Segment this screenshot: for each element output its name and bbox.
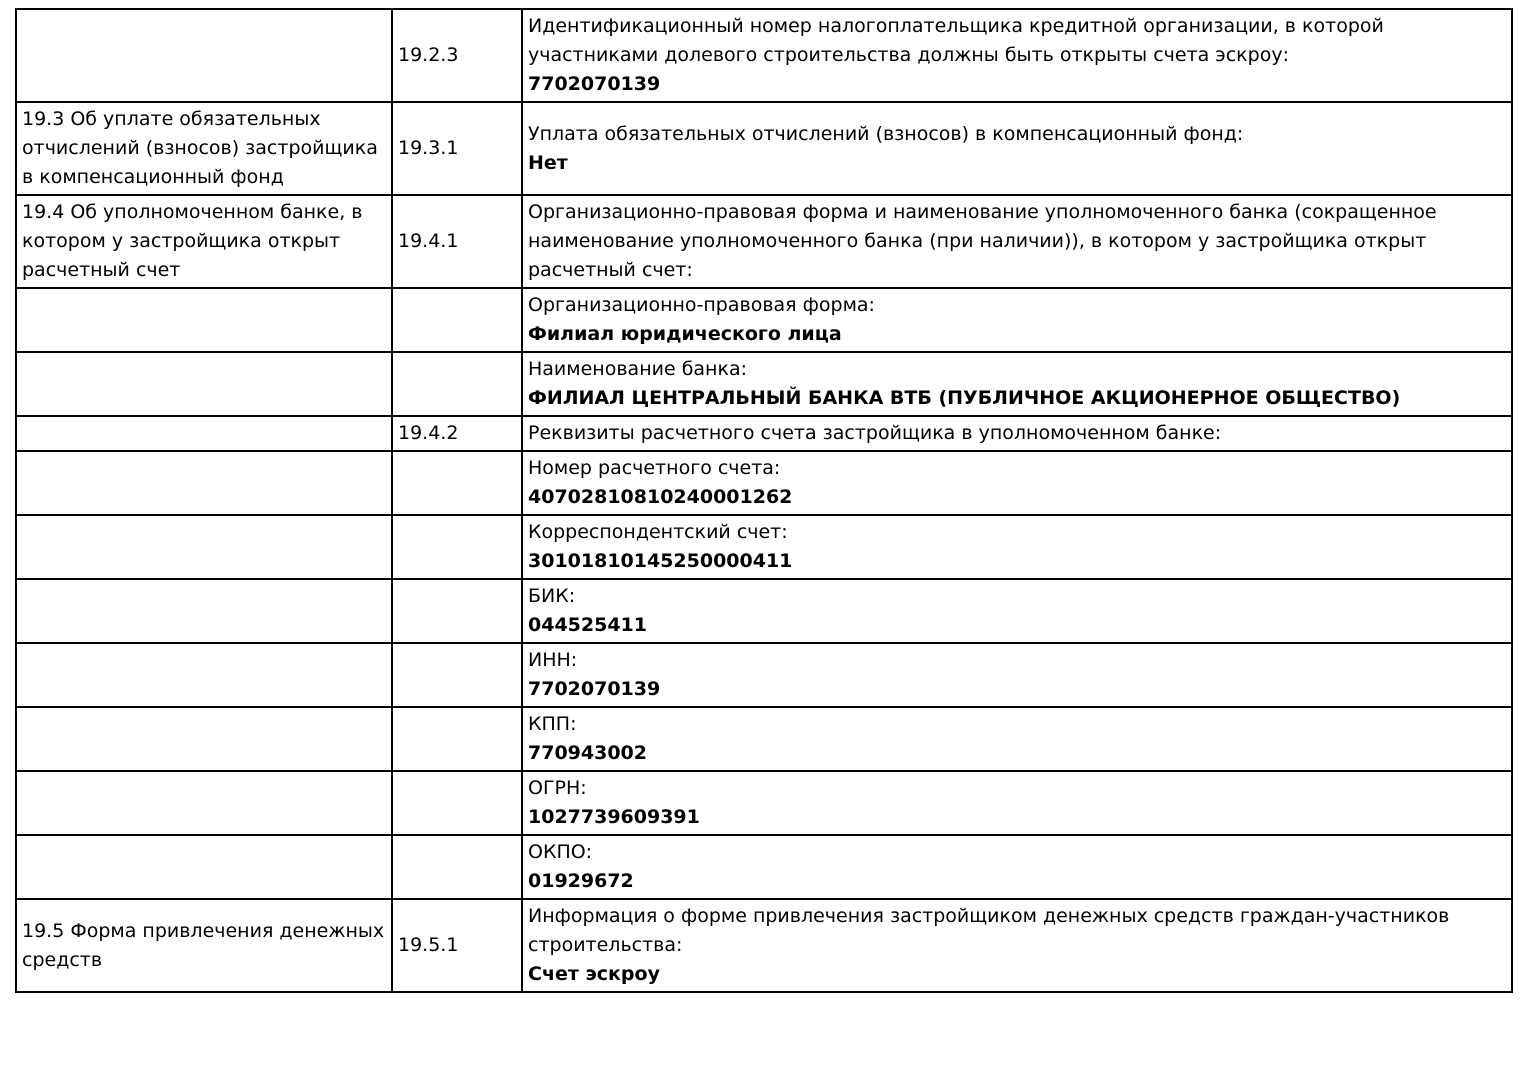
content-cell bbox=[522, 515, 1512, 579]
field-value: 044525411 bbox=[528, 614, 647, 636]
section-code-cell: 19.4.2 bbox=[392, 416, 522, 451]
table-row bbox=[16, 515, 1512, 579]
field-label: Номер расчетного счета: bbox=[528, 457, 781, 479]
content-cell bbox=[522, 352, 1512, 416]
section-title-cell bbox=[16, 416, 392, 451]
section-code-cell: 19.5.1 bbox=[392, 899, 522, 992]
content-cell bbox=[522, 643, 1512, 707]
section-code-cell bbox=[392, 707, 522, 771]
table-row bbox=[16, 643, 1512, 707]
section-code-cell bbox=[392, 451, 522, 515]
field-value: ФИЛИАЛ ЦЕНТРАЛЬНЫЙ БАНКА ВТБ (ПУБЛИЧНОЕ АКЦИОНЕРНОЕ ОБЩЕСТВО) bbox=[528, 387, 1401, 409]
field-label: Организационно-правовая форма и наименование уполномоченного банка (сокращенное наименование уполномоченного банка (при наличии)), в котором у застройщика открыт расчетный счет: bbox=[528, 201, 1437, 281]
section-title-cell bbox=[16, 643, 392, 707]
content-cell bbox=[522, 451, 1512, 515]
field-label: Корреспондентский счет: bbox=[528, 521, 788, 543]
table-row bbox=[16, 195, 1512, 288]
table-row bbox=[16, 352, 1512, 416]
section-code-cell bbox=[392, 579, 522, 643]
content-cell bbox=[522, 416, 1512, 451]
field-value: 770943002 bbox=[528, 742, 647, 764]
section-code-cell: 19.3.1 bbox=[392, 102, 522, 195]
content-cell bbox=[522, 771, 1512, 835]
table-row bbox=[16, 771, 1512, 835]
field-value: Нет bbox=[528, 151, 568, 174]
content-cell bbox=[522, 899, 1512, 992]
section-title-cell: 19.5 Форма привлечения денежных средств bbox=[16, 899, 392, 992]
content-cell bbox=[522, 9, 1512, 102]
section-title-cell bbox=[16, 451, 392, 515]
declaration-table bbox=[15, 8, 1513, 993]
section-title-cell: 19.4 Об уполномоченном банке, в котором у застройщика открыт расчетный счет bbox=[16, 195, 392, 288]
section-code-cell bbox=[392, 352, 522, 416]
table-row bbox=[16, 9, 1512, 102]
field-label: ИНН: bbox=[528, 649, 578, 671]
section-code-cell bbox=[392, 288, 522, 352]
section-code-cell: 19.2.3 bbox=[392, 9, 522, 102]
section-code-cell bbox=[392, 771, 522, 835]
field-value: Филиал юридического лица bbox=[528, 323, 842, 345]
content-cell bbox=[522, 288, 1512, 352]
section-title-cell bbox=[16, 352, 392, 416]
section-code-cell: 19.4.1 bbox=[392, 195, 522, 288]
content-cell bbox=[522, 835, 1512, 899]
content-cell bbox=[522, 102, 1512, 195]
field-label: Идентификационный номер налогоплательщика кредитной организации, в которой участниками долевого строительства должны быть открыты счета эскроу: bbox=[528, 15, 1384, 66]
field-value: Счет эскроу bbox=[528, 963, 660, 985]
field-value: 40702810810240001262 bbox=[528, 486, 793, 508]
content-cell bbox=[522, 579, 1512, 643]
table-row bbox=[16, 835, 1512, 899]
field-label: Уплата обязательных отчислений (взносов) в компенсационный фонд: bbox=[528, 122, 1244, 145]
field-value: 7702070139 bbox=[528, 73, 661, 95]
field-value: 01929672 bbox=[528, 870, 634, 892]
table-row bbox=[16, 579, 1512, 643]
table-body bbox=[16, 9, 1512, 992]
content-cell bbox=[522, 195, 1512, 288]
table-row bbox=[16, 899, 1512, 992]
field-label: Информация о форме привлечения застройщиком денежных средств граждан-участников строительства: bbox=[528, 905, 1450, 956]
section-title-cell bbox=[16, 579, 392, 643]
field-value: 1027739609391 bbox=[528, 806, 700, 828]
field-value: 7702070139 bbox=[528, 678, 661, 700]
section-title-cell bbox=[16, 9, 392, 102]
section-title-cell bbox=[16, 707, 392, 771]
field-value: 30101810145250000411 bbox=[528, 550, 793, 572]
field-label: ОКПО: bbox=[528, 841, 593, 863]
section-title-cell bbox=[16, 835, 392, 899]
content-cell bbox=[522, 707, 1512, 771]
table-row bbox=[16, 416, 1512, 451]
section-title-cell: 19.3 Об уплате обязательных отчислений (взносов) застройщика в компенсационный фонд bbox=[16, 102, 392, 195]
section-code-cell bbox=[392, 835, 522, 899]
table-row bbox=[16, 102, 1512, 195]
field-label: БИК: bbox=[528, 585, 576, 607]
field-label: КПП: bbox=[528, 713, 577, 735]
section-code-cell bbox=[392, 515, 522, 579]
field-label: Организационно-правовая форма: bbox=[528, 294, 875, 316]
field-label: Наименование банка: bbox=[528, 358, 747, 380]
section-code-cell bbox=[392, 643, 522, 707]
field-label: Реквизиты расчетного счета застройщика в уполномоченном банке: bbox=[528, 422, 1222, 444]
field-label: ОГРН: bbox=[528, 777, 587, 799]
section-title-cell bbox=[16, 515, 392, 579]
table-row bbox=[16, 451, 1512, 515]
table-row bbox=[16, 288, 1512, 352]
section-title-cell bbox=[16, 288, 392, 352]
table-row bbox=[16, 707, 1512, 771]
section-title-cell bbox=[16, 771, 392, 835]
